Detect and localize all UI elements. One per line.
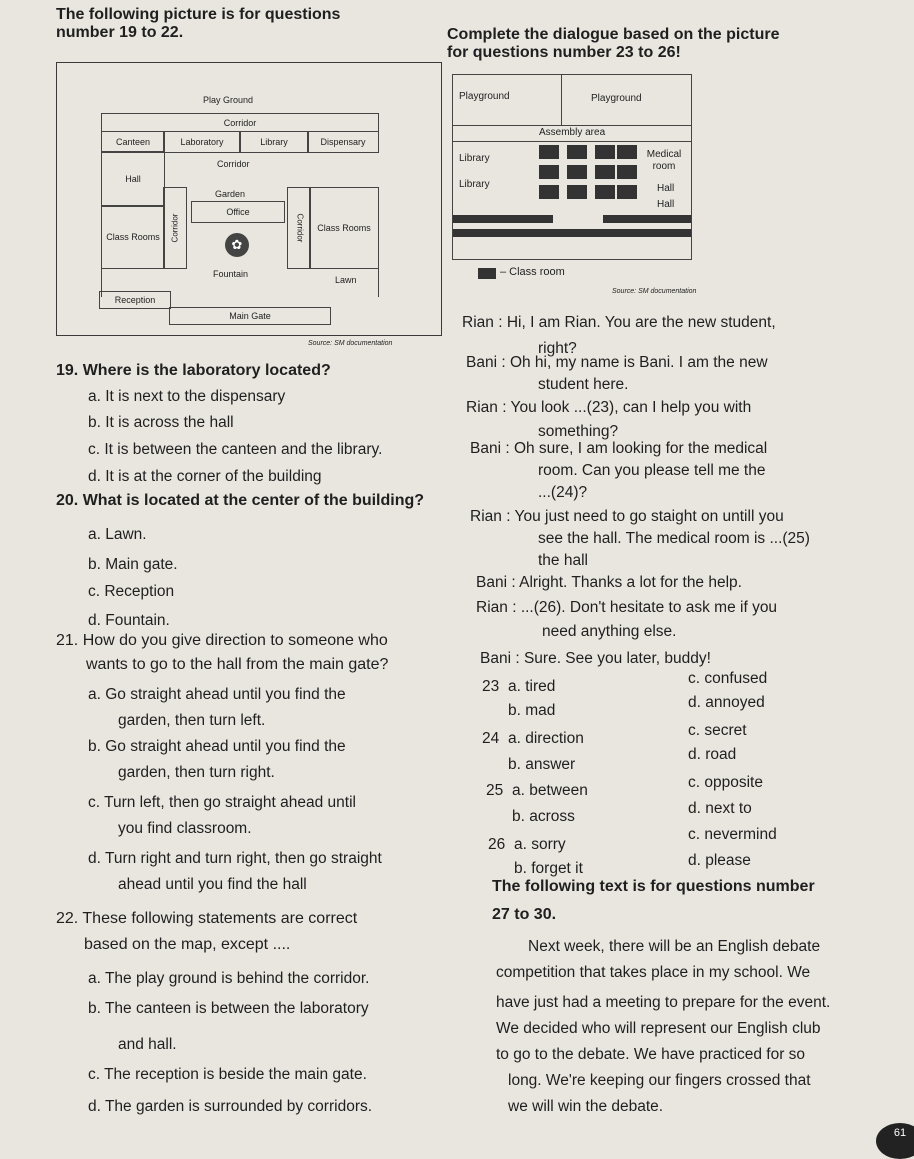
map1-reception: Reception xyxy=(99,291,171,309)
q22-option-b[interactable]: b. The canteen is between the laboratory and hall. xyxy=(88,1000,369,1053)
class-room-legend-icon xyxy=(478,268,496,279)
q26-option-d[interactable]: d. please xyxy=(688,852,751,869)
dialogue-2: Bani : Oh hi, my name is Bani. I am the new student here. xyxy=(466,354,768,393)
map2-playground1-box xyxy=(453,75,562,126)
q24-option-d[interactable]: d. road xyxy=(688,746,737,763)
class-room-block xyxy=(595,185,615,199)
dialogue-1: Rian : Hi, I am Rian. You are the new student, right? xyxy=(462,314,776,357)
class-room-block xyxy=(617,145,637,159)
map1-playground: Play Ground xyxy=(203,95,254,105)
map1-corridor-top: Corridor xyxy=(101,113,379,132)
dialogue-6: Bani : Alright. Thanks a lot for the help. xyxy=(476,574,742,591)
q23-option-b[interactable]: b. mad xyxy=(508,702,556,719)
passage-line: we will win the debate. xyxy=(508,1098,664,1115)
q25-label: 25 xyxy=(486,782,504,799)
map2-playground2-box xyxy=(561,75,691,126)
q19-option-a[interactable]: a. It is next to the dispensary xyxy=(88,388,286,405)
class-room-block xyxy=(617,165,637,179)
map1-garden: Garden xyxy=(215,189,246,199)
class-room-block xyxy=(539,165,559,179)
question-21-line1: 21. How do you give direction to someone who xyxy=(56,632,388,649)
map1-main-gate: Main Gate xyxy=(169,307,331,325)
map2-library2: Library xyxy=(459,179,490,190)
right-header-line2: for questions number 23 to 26! xyxy=(447,44,681,61)
map2-library1: Library xyxy=(459,153,490,164)
q24-option-a[interactable]: a. direction xyxy=(508,730,584,747)
passage-header-line2: 27 to 30. xyxy=(492,906,557,923)
q20-option-c[interactable]: c. Reception xyxy=(88,583,175,600)
question-20: 20. What is located at the center of the building? xyxy=(56,492,425,509)
fountain-icon: ✿ xyxy=(225,233,249,257)
left-header-line1: The following picture is for questions xyxy=(56,6,341,23)
class-room-block xyxy=(617,185,637,199)
map1-library: Library xyxy=(239,131,309,153)
map1-lawn: Lawn xyxy=(335,275,357,285)
q26-option-b[interactable]: b. forget it xyxy=(514,860,583,877)
class-room-block xyxy=(539,145,559,159)
q23-option-a[interactable]: a. tired xyxy=(508,678,556,695)
map2-hall2: Hall xyxy=(657,199,675,210)
right-header xyxy=(447,26,779,62)
left-header xyxy=(56,6,340,42)
class-room-block xyxy=(453,229,691,237)
q22-option-d[interactable]: d. The garden is surrounded by corridors. xyxy=(88,1098,373,1115)
page-number: 61 xyxy=(876,1123,914,1159)
class-room-block xyxy=(567,145,587,159)
dialogue-4: Bani : Oh sure, I am looking for the medical room. Can you please tell me the ...(24)? xyxy=(470,440,768,501)
dialogue-5: Rian : You just need to go staight on untill you see the hall. The medical room is ...(25) the hall xyxy=(470,508,810,569)
map2-hall1: Hall xyxy=(657,183,675,194)
class-room-block xyxy=(595,145,615,159)
q26-option-c[interactable]: c. nevermind xyxy=(688,826,777,843)
q23-label: 23 xyxy=(482,678,500,695)
q19-option-b[interactable]: b. It is across the hall xyxy=(88,414,234,431)
class-room-block xyxy=(567,165,587,179)
map1-source: Source: SM documentation xyxy=(308,340,393,347)
map1-office: Office xyxy=(191,201,285,223)
passage-line: We decided who will represent our English club xyxy=(496,1020,821,1037)
q26-label: 26 xyxy=(488,836,506,853)
school-map-right xyxy=(452,74,692,260)
passage-line: have just had a meeting to prepare for the event. xyxy=(496,994,831,1011)
q24-option-b[interactable]: b. answer xyxy=(508,756,576,773)
question-21 xyxy=(56,632,388,674)
map1-corridor-vert-right: Corridor xyxy=(287,187,311,269)
school-map-left xyxy=(56,62,442,336)
question-19: 19. Where is the laboratory located? xyxy=(56,362,331,379)
q21-option-a[interactable]: a. Go straight ahead until you find the garden, then turn left. xyxy=(88,686,346,729)
q20-option-b[interactable]: b. Main gate. xyxy=(88,556,178,573)
right-header-line1: Complete the dialogue based on the picture xyxy=(447,26,780,43)
map2-medical: Medical room xyxy=(646,149,682,172)
map1-fountain: Fountain xyxy=(213,269,249,279)
q21-option-c[interactable]: c. Turn left, then go straight ahead until you find classroom. xyxy=(88,794,356,837)
q26-option-a[interactable]: a. sorry xyxy=(514,836,566,853)
q20-option-d[interactable]: d. Fountain. xyxy=(88,612,170,629)
passage-line: competition that takes place in my school. We xyxy=(496,964,811,981)
q25-option-c[interactable]: c. opposite xyxy=(688,774,763,791)
q23-option-c[interactable]: c. confused xyxy=(688,670,768,687)
map2-source: Source: SM documentation xyxy=(612,288,697,295)
class-room-block xyxy=(603,215,691,223)
question-22-line1: 22. These following statements are correct xyxy=(56,910,358,927)
q22-option-a[interactable]: a. The play ground is behind the corridor. xyxy=(88,970,370,987)
class-room-block xyxy=(595,165,615,179)
class-room-block xyxy=(453,215,553,223)
q24-option-c[interactable]: c. secret xyxy=(688,722,747,739)
map1-dispensary: Dispensary xyxy=(307,131,379,153)
map1-class-rooms-left: Class Rooms xyxy=(101,205,165,269)
q19-option-d[interactable]: d. It is at the corner of the building xyxy=(88,468,322,485)
q24-label: 24 xyxy=(482,730,500,747)
map2-playground1: Playground xyxy=(459,91,510,102)
question-21-line2: wants to go to the hall from the main gate? xyxy=(86,656,389,673)
passage-line: Next week, there will be an English debate xyxy=(528,938,821,955)
map2-legend: – Class room xyxy=(500,266,565,278)
passage-header-line1: The following text is for questions number xyxy=(492,878,815,895)
question-22 xyxy=(56,910,357,954)
passage-line: long. We're keeping our fingers crossed that xyxy=(508,1072,811,1089)
map1-corridor-vert-left: Corridor xyxy=(163,187,187,269)
map2-divider xyxy=(453,141,691,142)
map2-playground2: Playground xyxy=(591,93,642,104)
q21-option-d[interactable]: d. Turn right and turn right, then go straight ahead until you find the hall xyxy=(88,850,382,893)
q20-option-a[interactable]: a. Lawn. xyxy=(88,526,147,543)
q23-option-d[interactable]: d. annoyed xyxy=(688,694,765,711)
class-room-block xyxy=(567,185,587,199)
q19-option-c[interactable]: c. It is between the canteen and the library. xyxy=(88,441,383,458)
q25-option-d[interactable]: d. next to xyxy=(688,800,752,817)
q25-option-b[interactable]: b. across xyxy=(512,808,575,825)
dialogue-3: Rian : You look ...(23), can I help you with something? xyxy=(466,399,752,440)
class-room-block xyxy=(539,185,559,199)
passage-line: to go to the debate. We have practiced for so xyxy=(496,1046,806,1063)
q21-option-b[interactable]: b. Go straight ahead until you find the garden, then turn right. xyxy=(88,738,346,781)
map1-hall: Hall xyxy=(101,151,165,207)
left-header-line2: number 19 to 22. xyxy=(56,24,184,41)
map2-assembly: Assembly area xyxy=(539,127,606,138)
dialogue-8: Bani : Sure. See you later, buddy! xyxy=(480,650,711,667)
dialogue-7: Rian : ...(26). Don't hesitate to ask me if you need anything else. xyxy=(476,599,778,640)
map1-laboratory: Laboratory xyxy=(163,131,241,153)
passage-header xyxy=(492,878,815,924)
map1-canteen: Canteen xyxy=(101,131,165,153)
map1-class-rooms-right: Class Rooms xyxy=(309,187,379,269)
question-22-line2: based on the map, except .... xyxy=(84,936,291,953)
q25-option-a[interactable]: a. between xyxy=(512,782,588,799)
q22-option-c[interactable]: c. The reception is beside the main gate. xyxy=(88,1066,367,1083)
map1-corridor-mid: Corridor xyxy=(217,159,250,169)
